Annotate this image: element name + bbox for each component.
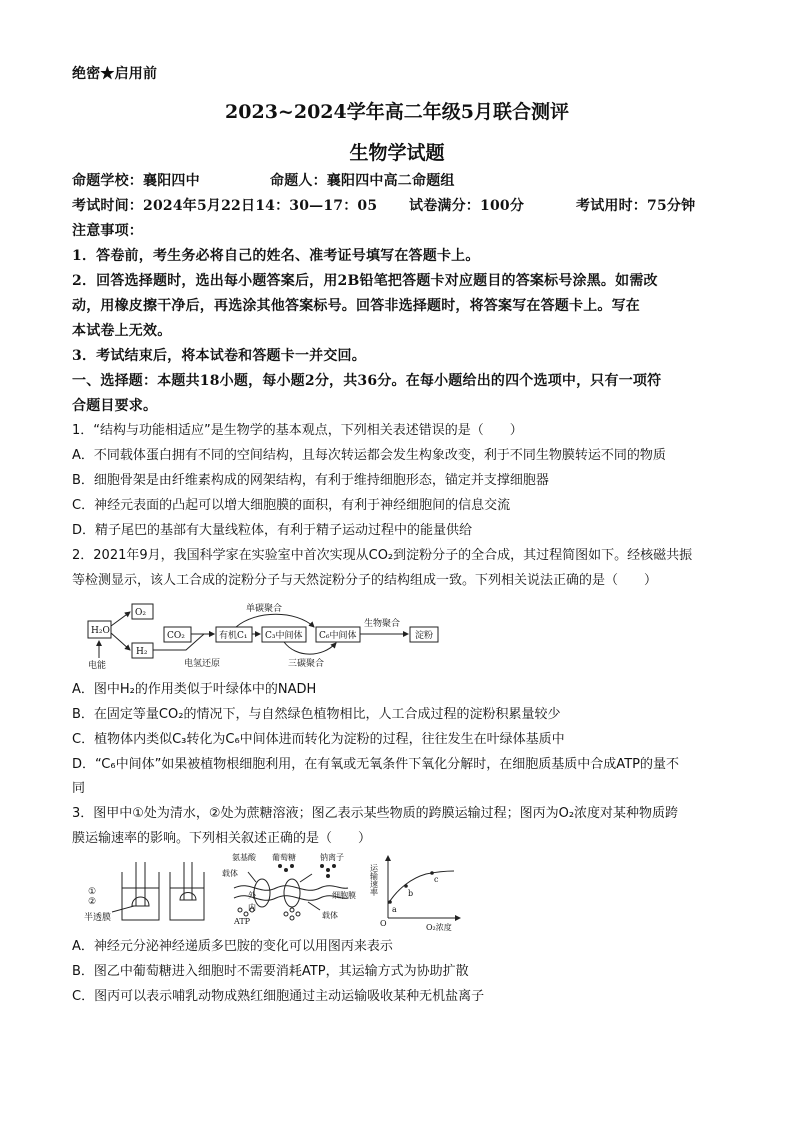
- notes-heading: 注意事项：: [72, 223, 143, 239]
- note-3: 3．考试结束后，将本试卷和答题卡一并交回。: [72, 348, 366, 364]
- bio-polymer-text: 生物聚合: [364, 619, 401, 629]
- tri-carbon-text: 三碳聚合: [288, 659, 325, 669]
- q1-stem: 1．“结构与功能相适应”是生物学的基本观点，下列相关表述错误的是（ ）: [72, 423, 523, 438]
- note-2-line-2: 动，用橡皮擦干净后，再选涂其他答案标号。回答非选择题时，将答案写在答题卡上。写在: [72, 298, 640, 314]
- electric-text: 电能: [88, 661, 107, 671]
- cell-membrane-label: 细胞膜: [332, 891, 356, 900]
- point-b: [404, 884, 408, 888]
- subject-title: 生物学试题: [349, 142, 445, 164]
- section-heading-1: 一、选择题：本题共18小题，每小题2分，共36分。在每小题给出的四个选项中，只有一项符: [72, 373, 662, 389]
- school-line: 命题学校：襄阳四中: [72, 173, 200, 189]
- duration: 考试用时：75分钟: [576, 198, 696, 214]
- exam-title: 2023~2024学年高二年级5月联合测评: [225, 101, 569, 123]
- q3-option-a: A．神经元分泌神经递质多巴胺的变化可以用图丙来表示: [72, 939, 393, 954]
- q3-stem-1: 3．图甲中①处为清水，②处为蔗糖溶液；图乙表示某些物质的跨膜运输过程；图丙为O₂浓度对某种物质跨: [72, 806, 679, 821]
- note-2-line-3: 本试卷上无效。: [72, 323, 172, 339]
- q3-option-c: C．图丙可以表示哺乳动物成熟红细胞通过主动运输吸收某种无机盐离子: [72, 989, 485, 1004]
- q2-option-a: A．图中H₂的作用类似于叶绿体中的NADH: [72, 682, 317, 697]
- label-2: ②: [88, 897, 97, 907]
- h2-text: H₂: [136, 647, 148, 657]
- beaker-right: [170, 872, 204, 920]
- q1-option-c: C．神经元表面的凸起可以增大细胞膜的面积，有利于神经细胞间的信息交流: [72, 498, 511, 513]
- q3-option-b: B．图乙中葡萄糖进入细胞时不需要消耗ATP，其运输方式为协助扩散: [72, 964, 469, 979]
- semipermeable-label: 半透膜: [84, 913, 112, 923]
- q2-option-d-2: 同: [72, 781, 86, 796]
- reduction-text: 电氢还原: [184, 659, 221, 669]
- h2o-text: H₂O: [91, 626, 110, 636]
- note-1: 1．答卷前，考生务必将自己的姓名、准考证号填写在答题卡上。: [72, 248, 480, 264]
- o2-text: O₂: [135, 608, 146, 618]
- q2-option-c: C．植物体内类似C₃转化为C₆中间体进而转化为淀粉的过程，往往发生在叶绿体基质中: [72, 732, 565, 747]
- carrier-middle: [284, 879, 300, 907]
- origin-label: O: [380, 919, 387, 928]
- label-c: c: [434, 875, 439, 884]
- secret-label: 绝密★启用前: [72, 66, 158, 82]
- inside-label: 内: [248, 903, 256, 912]
- c3-text: C₃中间体: [265, 631, 303, 641]
- x-axis-label: O₂浓度: [426, 923, 452, 932]
- carrier-left: [254, 879, 270, 907]
- atp-label: ATP: [234, 917, 251, 926]
- amino-acid-label: 氨基酸: [232, 853, 256, 862]
- full-score: 试卷满分：100分: [409, 198, 525, 214]
- note-2-line-1: 2．回答选择题时，选出每小题答案后，用2B铅笔把答题卡对应题目的答案标号涂黑。如需改: [72, 273, 658, 289]
- figure-jia-beakers: [84, 858, 206, 928]
- label-b: b: [408, 889, 414, 898]
- q1-option-d: D．精子尾巴的基部有大量线粒体，有利于精子运动过程中的能量供给: [72, 523, 473, 538]
- rate-curve: [388, 871, 454, 904]
- q2-stem-1: 2．2021年9月，我国科学家在实验室中首次实现从CO₂到淀粉分子的全合成，其过程简图如下。经核磁共振: [72, 548, 693, 563]
- label-a: a: [392, 905, 397, 914]
- funnel-right: [184, 862, 192, 900]
- figure-yi-membrane-transport: [220, 852, 370, 932]
- q2-option-d-1: D．“C₆中间体”如果被植物根细胞利用，在有氧或无氧条件下氧化分解时，在细胞质基质中合成ATP的量不: [72, 757, 679, 772]
- author-line: 命题人：襄阳四中高二命题组: [270, 173, 455, 189]
- figure-bing-rate-curve: [369, 852, 464, 932]
- section-heading-2: 合题目要求。: [72, 398, 158, 414]
- q1-option-b: B．细胞骨架是由纤维素构成的网架结构，有利于维持细胞形态，锚定并支撑细胞器: [72, 473, 549, 488]
- label-1: ①: [88, 887, 97, 897]
- starch-text: 淀粉: [415, 631, 434, 641]
- exam-time: 考试时间：2024年5月22日14：30—17：05: [72, 198, 378, 214]
- carrier-label-2: 载体: [322, 911, 338, 920]
- q1-option-a: A．不同载体蛋白拥有不同的空间结构，且每次转运都会发生构象改变，利于不同生物膜转运不同的物质: [72, 448, 666, 463]
- carrier-label-1: 载体: [222, 869, 238, 878]
- point-a: [388, 900, 392, 904]
- c6-text: C₆中间体: [319, 631, 357, 641]
- q2-option-b: B．在固定等量CO₂的情况下，与自然绿色植物相比，人工合成过程的淀粉积累量较少: [72, 707, 561, 722]
- sodium-label: 钠离子: [320, 853, 344, 862]
- organic-c1-text: 有机C₁: [219, 631, 248, 641]
- q3-stem-2: 膜运输速率的影响。下列相关叙述正确的是（ ）: [72, 831, 372, 846]
- outside-label: 外: [248, 891, 256, 900]
- single-carbon-text: 单碳聚合: [246, 604, 283, 614]
- q2-stem-2: 等检测显示，该人工合成的淀粉分子与天然淀粉分子的结构组成一致。下列相关说法正确的是（ ）: [72, 573, 658, 588]
- membrane-top: [234, 886, 348, 891]
- co2-text: CO₂: [167, 631, 185, 641]
- beaker-left: [122, 872, 159, 920]
- glucose-label: 葡萄糖: [272, 853, 296, 862]
- starch-synthesis-diagram: [86, 600, 456, 672]
- funnel-left: [136, 862, 145, 906]
- y-axis-label: 运输速率: [369, 864, 379, 896]
